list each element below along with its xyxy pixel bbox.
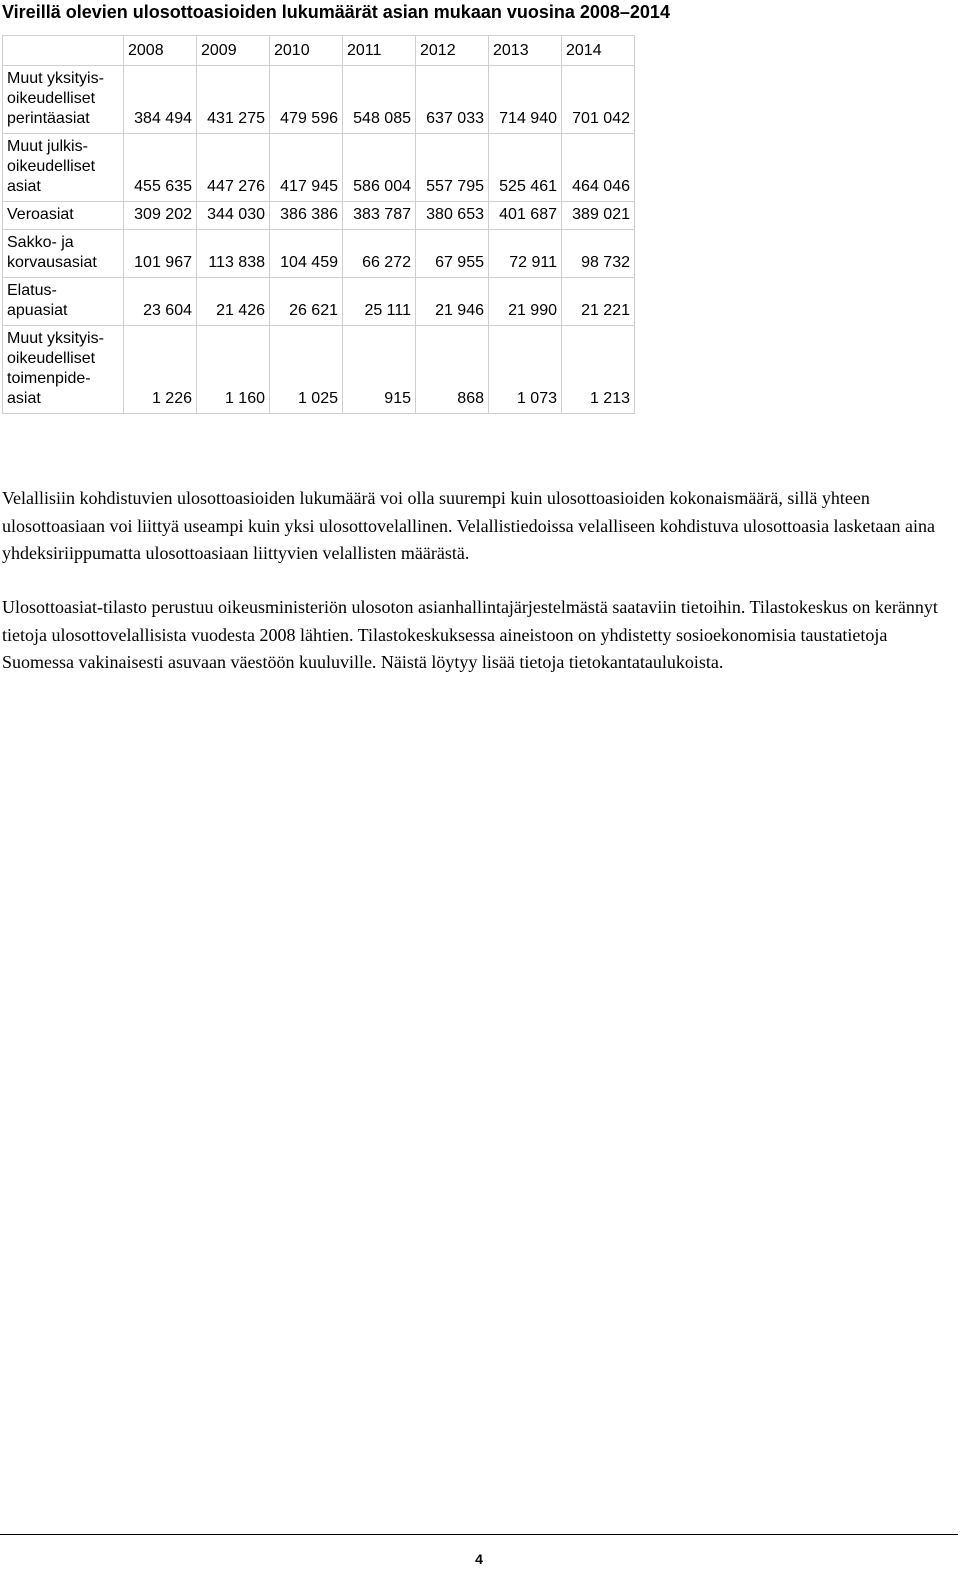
table-cell: 701 042 [562, 66, 635, 134]
table-cell: 66 272 [343, 230, 416, 278]
table-cell: 98 732 [562, 230, 635, 278]
row-label [3, 66, 124, 134]
column-header: 2011 [343, 36, 416, 66]
table-cell: 384 494 [124, 66, 197, 134]
table-cell: 386 386 [270, 202, 343, 230]
table-cell: 25 111 [343, 278, 416, 326]
page-number: 4 [475, 1551, 483, 1567]
table-header-row [3, 36, 635, 66]
row-label-line: oikeudelliset [7, 90, 96, 107]
row-label [3, 230, 124, 278]
table-cell: 417 945 [270, 134, 343, 202]
row-label-line: Muut yksityis- [7, 70, 104, 87]
row-label [3, 134, 124, 202]
row-label-line: Elatus- [7, 282, 57, 299]
table-cell: 21 990 [489, 278, 562, 326]
table-body [3, 66, 635, 414]
table-cell: 1 226 [124, 326, 197, 414]
column-header: 2012 [416, 36, 489, 66]
table-cell: 26 621 [270, 278, 343, 326]
paragraph-velalliset: Velallisiin kohdistuvien ulosottoasioiden lukumäärä voi olla suurempi kuin ulosottoasioiden kokonaismäärä, sillä yhteen ulosottoasiaan voi liittyä useampi kuin yksi ulosottovelallinen. Velallistiedoissa velalliseen kohdistuva ulosottoasia lasketaan aina yhdeksiriippumatta ulosottoasiaan liittyvien velallisten määrästä. [2, 488, 936, 563]
row-label-line: oikeudelliset [7, 350, 96, 367]
table-cell: 1 073 [489, 326, 562, 414]
row-label [3, 202, 124, 230]
row-label-line: oikeudelliset [7, 158, 96, 175]
table-row [3, 230, 635, 278]
table-cell: 915 [343, 326, 416, 414]
table-cell: 637 033 [416, 66, 489, 134]
row-label-line: asiat [7, 178, 41, 195]
statistics-table [2, 35, 635, 414]
table-cell: 383 787 [343, 202, 416, 230]
table-cell: 380 653 [416, 202, 489, 230]
table-cell: 479 596 [270, 66, 343, 134]
row-label-line: korvausasiat [7, 254, 97, 271]
row-label-line: Veroasiat [7, 206, 74, 223]
row-label [3, 326, 124, 414]
table-cell: 21 221 [562, 278, 635, 326]
table-cell: 455 635 [124, 134, 197, 202]
column-header: 2008 [124, 36, 197, 66]
table-cell: 1 160 [197, 326, 270, 414]
table-cell: 23 604 [124, 278, 197, 326]
table-cell: 309 202 [124, 202, 197, 230]
table-cell: 525 461 [489, 134, 562, 202]
table-corner-cell [3, 36, 124, 66]
table-row [3, 134, 635, 202]
row-label-line: toimenpide- [7, 370, 91, 387]
column-header: 2013 [489, 36, 562, 66]
row-label-line: Muut yksityis- [7, 330, 104, 347]
table-cell: 67 955 [416, 230, 489, 278]
table-row [3, 278, 635, 326]
table-cell: 557 795 [416, 134, 489, 202]
table-cell: 1 213 [562, 326, 635, 414]
paragraph-tilasto: Ulosottoasiat-tilasto perustuu oikeusministeriön ulosoton asianhallintajärjestelmästä saataviin tietoihin. Tilastokeskus on kerännyt tietoja ulosottovelallisista vuodesta 2008 lähtien. Tilastokeskuksessa aineistoon on yhdistetty sosioekonomisia taustatietoja Suomessa vakinaisesti asuvaan väestöön kuuluville. Näistä löytyy lisää tietoja tietokantataulukoista. [2, 597, 938, 672]
table-row [3, 202, 635, 230]
row-label-line: apuasiat [7, 302, 68, 319]
table-cell: 21 426 [197, 278, 270, 326]
table-cell: 447 276 [197, 134, 270, 202]
row-label [3, 278, 124, 326]
row-label-line: asiat [7, 390, 41, 407]
table-row [3, 66, 635, 134]
row-label-line: perintäasiat [7, 110, 90, 127]
footer-divider [0, 1534, 958, 1535]
column-header: 2010 [270, 36, 343, 66]
table-cell: 1 025 [270, 326, 343, 414]
table-cell: 464 046 [562, 134, 635, 202]
table-cell: 586 004 [343, 134, 416, 202]
table-cell: 548 085 [343, 66, 416, 134]
table-cell: 101 967 [124, 230, 197, 278]
table-cell: 21 946 [416, 278, 489, 326]
table-cell: 401 687 [489, 202, 562, 230]
table-row [3, 326, 635, 414]
row-label-line: Sakko- ja [7, 234, 74, 251]
row-label-line: Muut julkis- [7, 138, 88, 155]
table-cell: 714 940 [489, 66, 562, 134]
column-header: 2014 [562, 36, 635, 66]
table-cell: 868 [416, 326, 489, 414]
table-cell: 104 459 [270, 230, 343, 278]
page-title: Vireillä olevien ulosottoasioiden lukumäärät asian mukaan vuosina 2008–2014 [2, 2, 670, 22]
table-cell: 431 275 [197, 66, 270, 134]
table-cell: 72 911 [489, 230, 562, 278]
table-cell: 389 021 [562, 202, 635, 230]
table-cell: 344 030 [197, 202, 270, 230]
column-header: 2009 [197, 36, 270, 66]
table-cell: 113 838 [197, 230, 270, 278]
